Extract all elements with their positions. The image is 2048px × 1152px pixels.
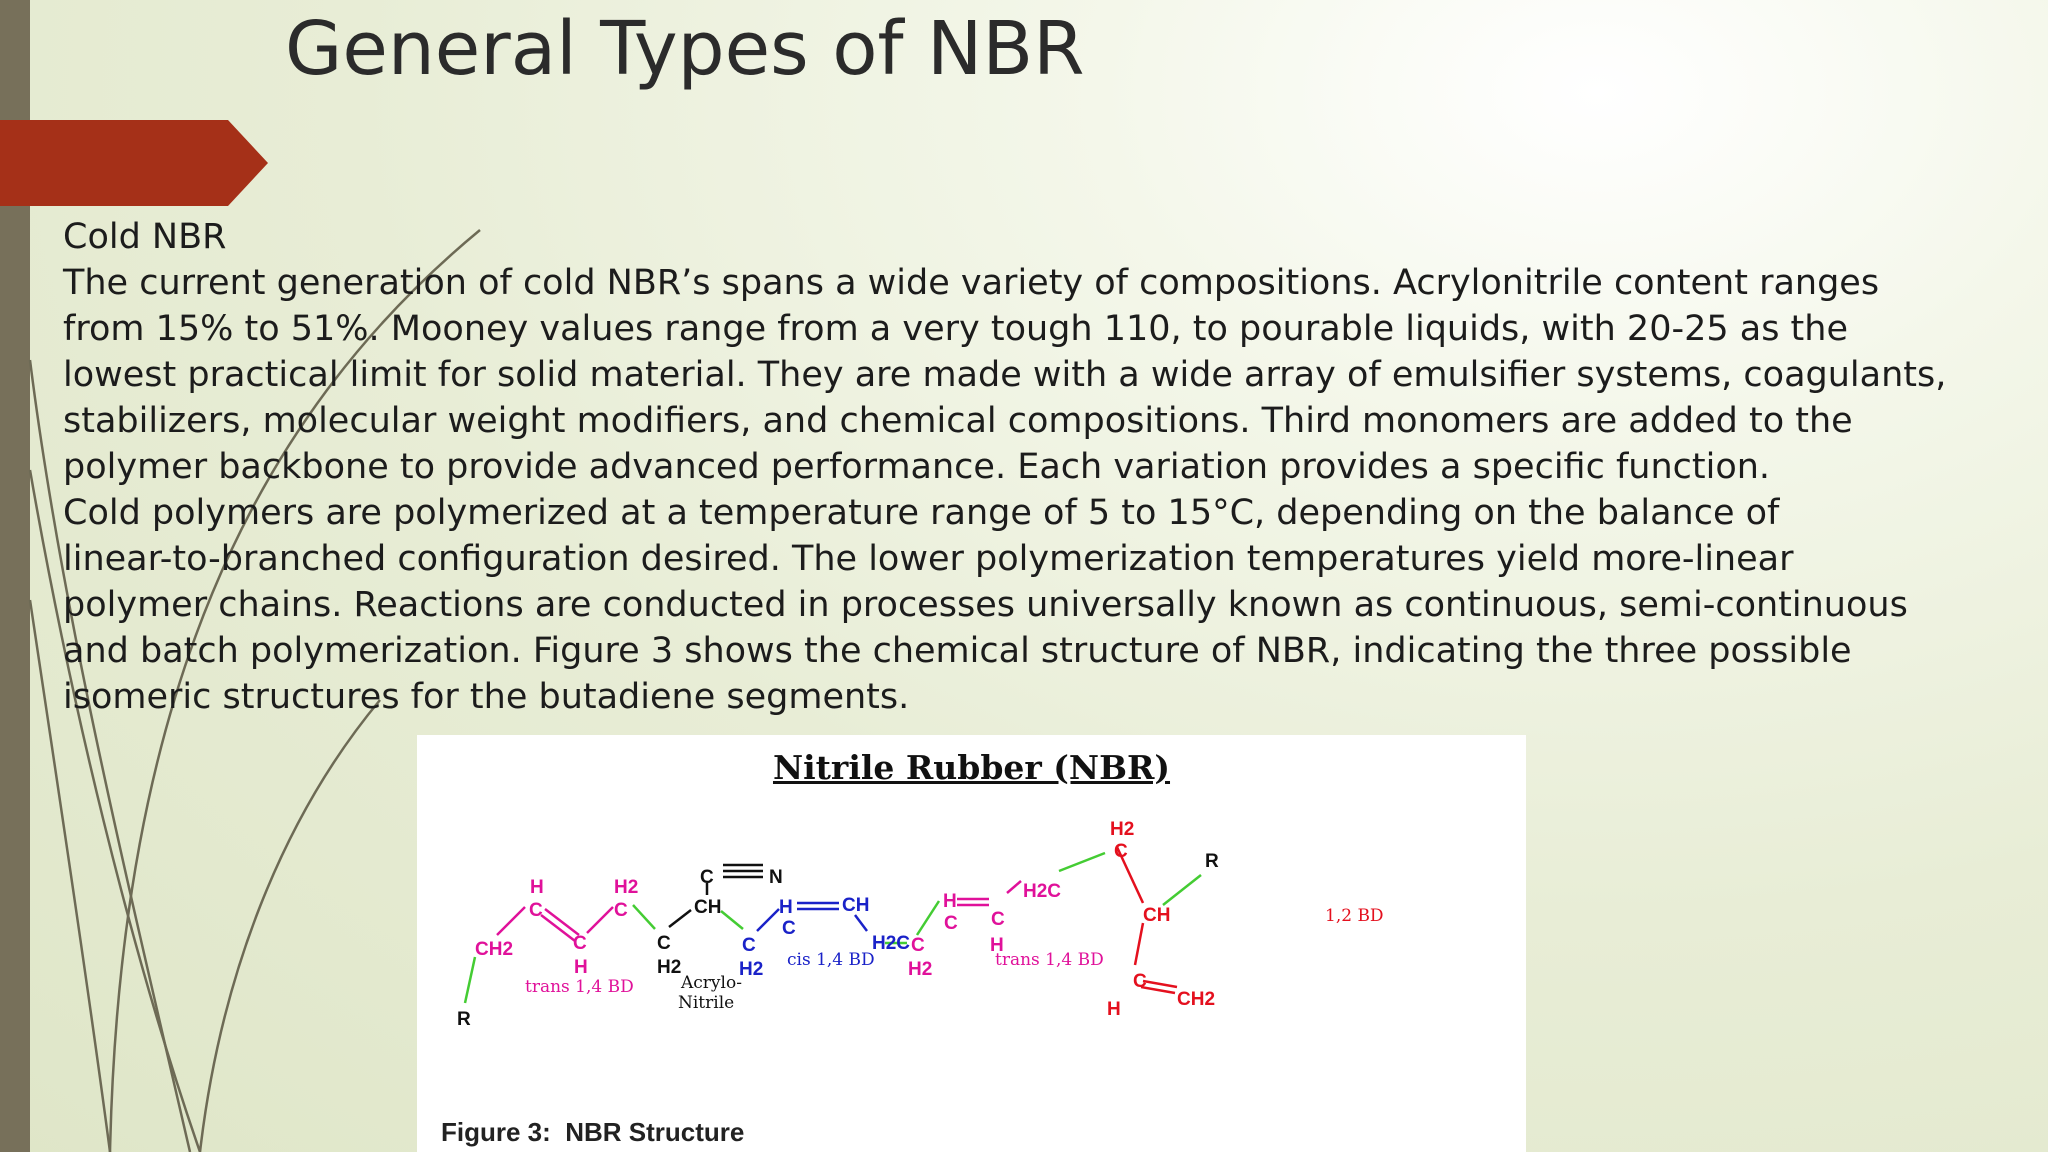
paragraph-line: from 15% to 51%. Mooney values range from a very tough 110, to pourable liquids, with 20-25 as the xyxy=(63,309,1848,349)
bond xyxy=(669,910,691,927)
atom-r1: R xyxy=(457,1009,471,1030)
bond xyxy=(1163,875,1201,905)
atom-h2a: H2 xyxy=(614,877,639,898)
atom-h5: H xyxy=(990,935,1004,956)
bond xyxy=(633,905,655,929)
atom-c10: C xyxy=(1114,841,1128,862)
paragraph-line: isomeric structures for the butadiene segments. xyxy=(63,677,910,717)
atom-ch1: CH xyxy=(694,897,722,918)
atom-ch2a: CH2 xyxy=(475,939,514,960)
atom-c3: C xyxy=(614,900,628,921)
bond xyxy=(1135,923,1143,965)
figure-caption: Figure 3: NBR Structure xyxy=(441,1117,745,1147)
atom-h6: H xyxy=(1107,999,1121,1020)
atom-c6: C xyxy=(742,935,756,956)
atom-h2d: H2 xyxy=(908,959,933,980)
bond xyxy=(1143,981,1177,987)
bond xyxy=(497,907,525,935)
atom-h2: H xyxy=(574,957,588,978)
paragraph-line: linear-to-branched configuration desired. The lower polymerization temperatures yield more-linear xyxy=(63,539,1794,579)
atom-h4: H xyxy=(943,891,957,912)
bond xyxy=(587,907,613,933)
body-paragraph xyxy=(63,214,2033,720)
atom-h2cb: H2C xyxy=(872,933,911,954)
paragraph-line: and batch polymerization. Figure 3 shows the chemical structure of NBR, indicating the three possible xyxy=(63,631,1852,671)
atom-c11: C xyxy=(1133,971,1147,992)
atom-c1: C xyxy=(529,900,543,921)
paragraph-line: lowest practical limit for solid material. They are made with a wide array of emulsifier systems, coagulants, xyxy=(63,355,1947,395)
atom-ch3: CH xyxy=(842,895,870,916)
accent-arrow xyxy=(0,120,270,206)
atom-ch4: CH xyxy=(1143,905,1171,926)
figure-title: Nitrile Rubber (NBR) xyxy=(772,748,1171,787)
atom-h2b: H2 xyxy=(657,957,682,978)
atom-c7: C xyxy=(911,935,925,956)
atom-c8: C xyxy=(944,913,958,934)
bond xyxy=(465,957,475,1003)
label-nitrile: Nitrile xyxy=(678,993,735,1013)
nbr-structure-figure xyxy=(417,735,1526,1152)
atom-h1: H xyxy=(530,877,544,898)
paragraph-line: Cold polymers are polymerized at a temperature range of 5 to 15°C, depending on the balance of xyxy=(63,493,1780,533)
bond xyxy=(1059,853,1105,871)
atom-c5: C xyxy=(782,918,796,939)
label-trans-14-bd: trans 1,4 BD xyxy=(525,977,634,997)
paragraph-line: polymer backbone to provide advanced performance. Each variation provides a specific function. xyxy=(63,447,1771,487)
atom-h2cc: H2C xyxy=(1023,881,1062,902)
paragraph-line: The current generation of cold NBR’s spans a wide variety of compositions. Acrylonitrile content ranges xyxy=(63,263,1880,303)
atom-h2c: H2 xyxy=(739,959,764,980)
label-acrylo: Acrylo- xyxy=(681,973,742,993)
atom-h2e: H2 xyxy=(1110,819,1135,840)
atom-n1: N xyxy=(769,867,783,888)
paragraph-line: polymer chains. Reactions are conducted in processes universally known as continuous, semi-continuous xyxy=(63,585,1908,625)
atom-c4: C xyxy=(657,933,671,954)
bond xyxy=(721,911,743,929)
atom-h3: H xyxy=(779,897,793,918)
slide-title: General Types of NBR xyxy=(285,6,1085,92)
bond xyxy=(757,909,779,931)
atom-c2: C xyxy=(573,933,587,954)
atom-ch2b: CH2 xyxy=(1177,989,1216,1010)
label-12-bd: 1,2 BD xyxy=(1325,906,1384,926)
atom-c9: C xyxy=(991,909,1005,930)
bond xyxy=(917,901,939,935)
paragraph-line: stabilizers, molecular weight modifiers, and chemical compositions. Third monomers are added to the xyxy=(63,401,1853,441)
label-cis-14-bd: cis 1,4 BD xyxy=(787,950,875,970)
paragraph-heading: Cold NBR xyxy=(63,217,227,257)
bond xyxy=(1007,881,1021,893)
label-trans-14-bd-2: trans 1,4 BD xyxy=(995,950,1104,970)
structure-diagram xyxy=(417,735,1526,1152)
atom-r2: R xyxy=(1205,851,1219,872)
bond xyxy=(855,915,867,931)
atom-cn: C xyxy=(700,867,714,888)
